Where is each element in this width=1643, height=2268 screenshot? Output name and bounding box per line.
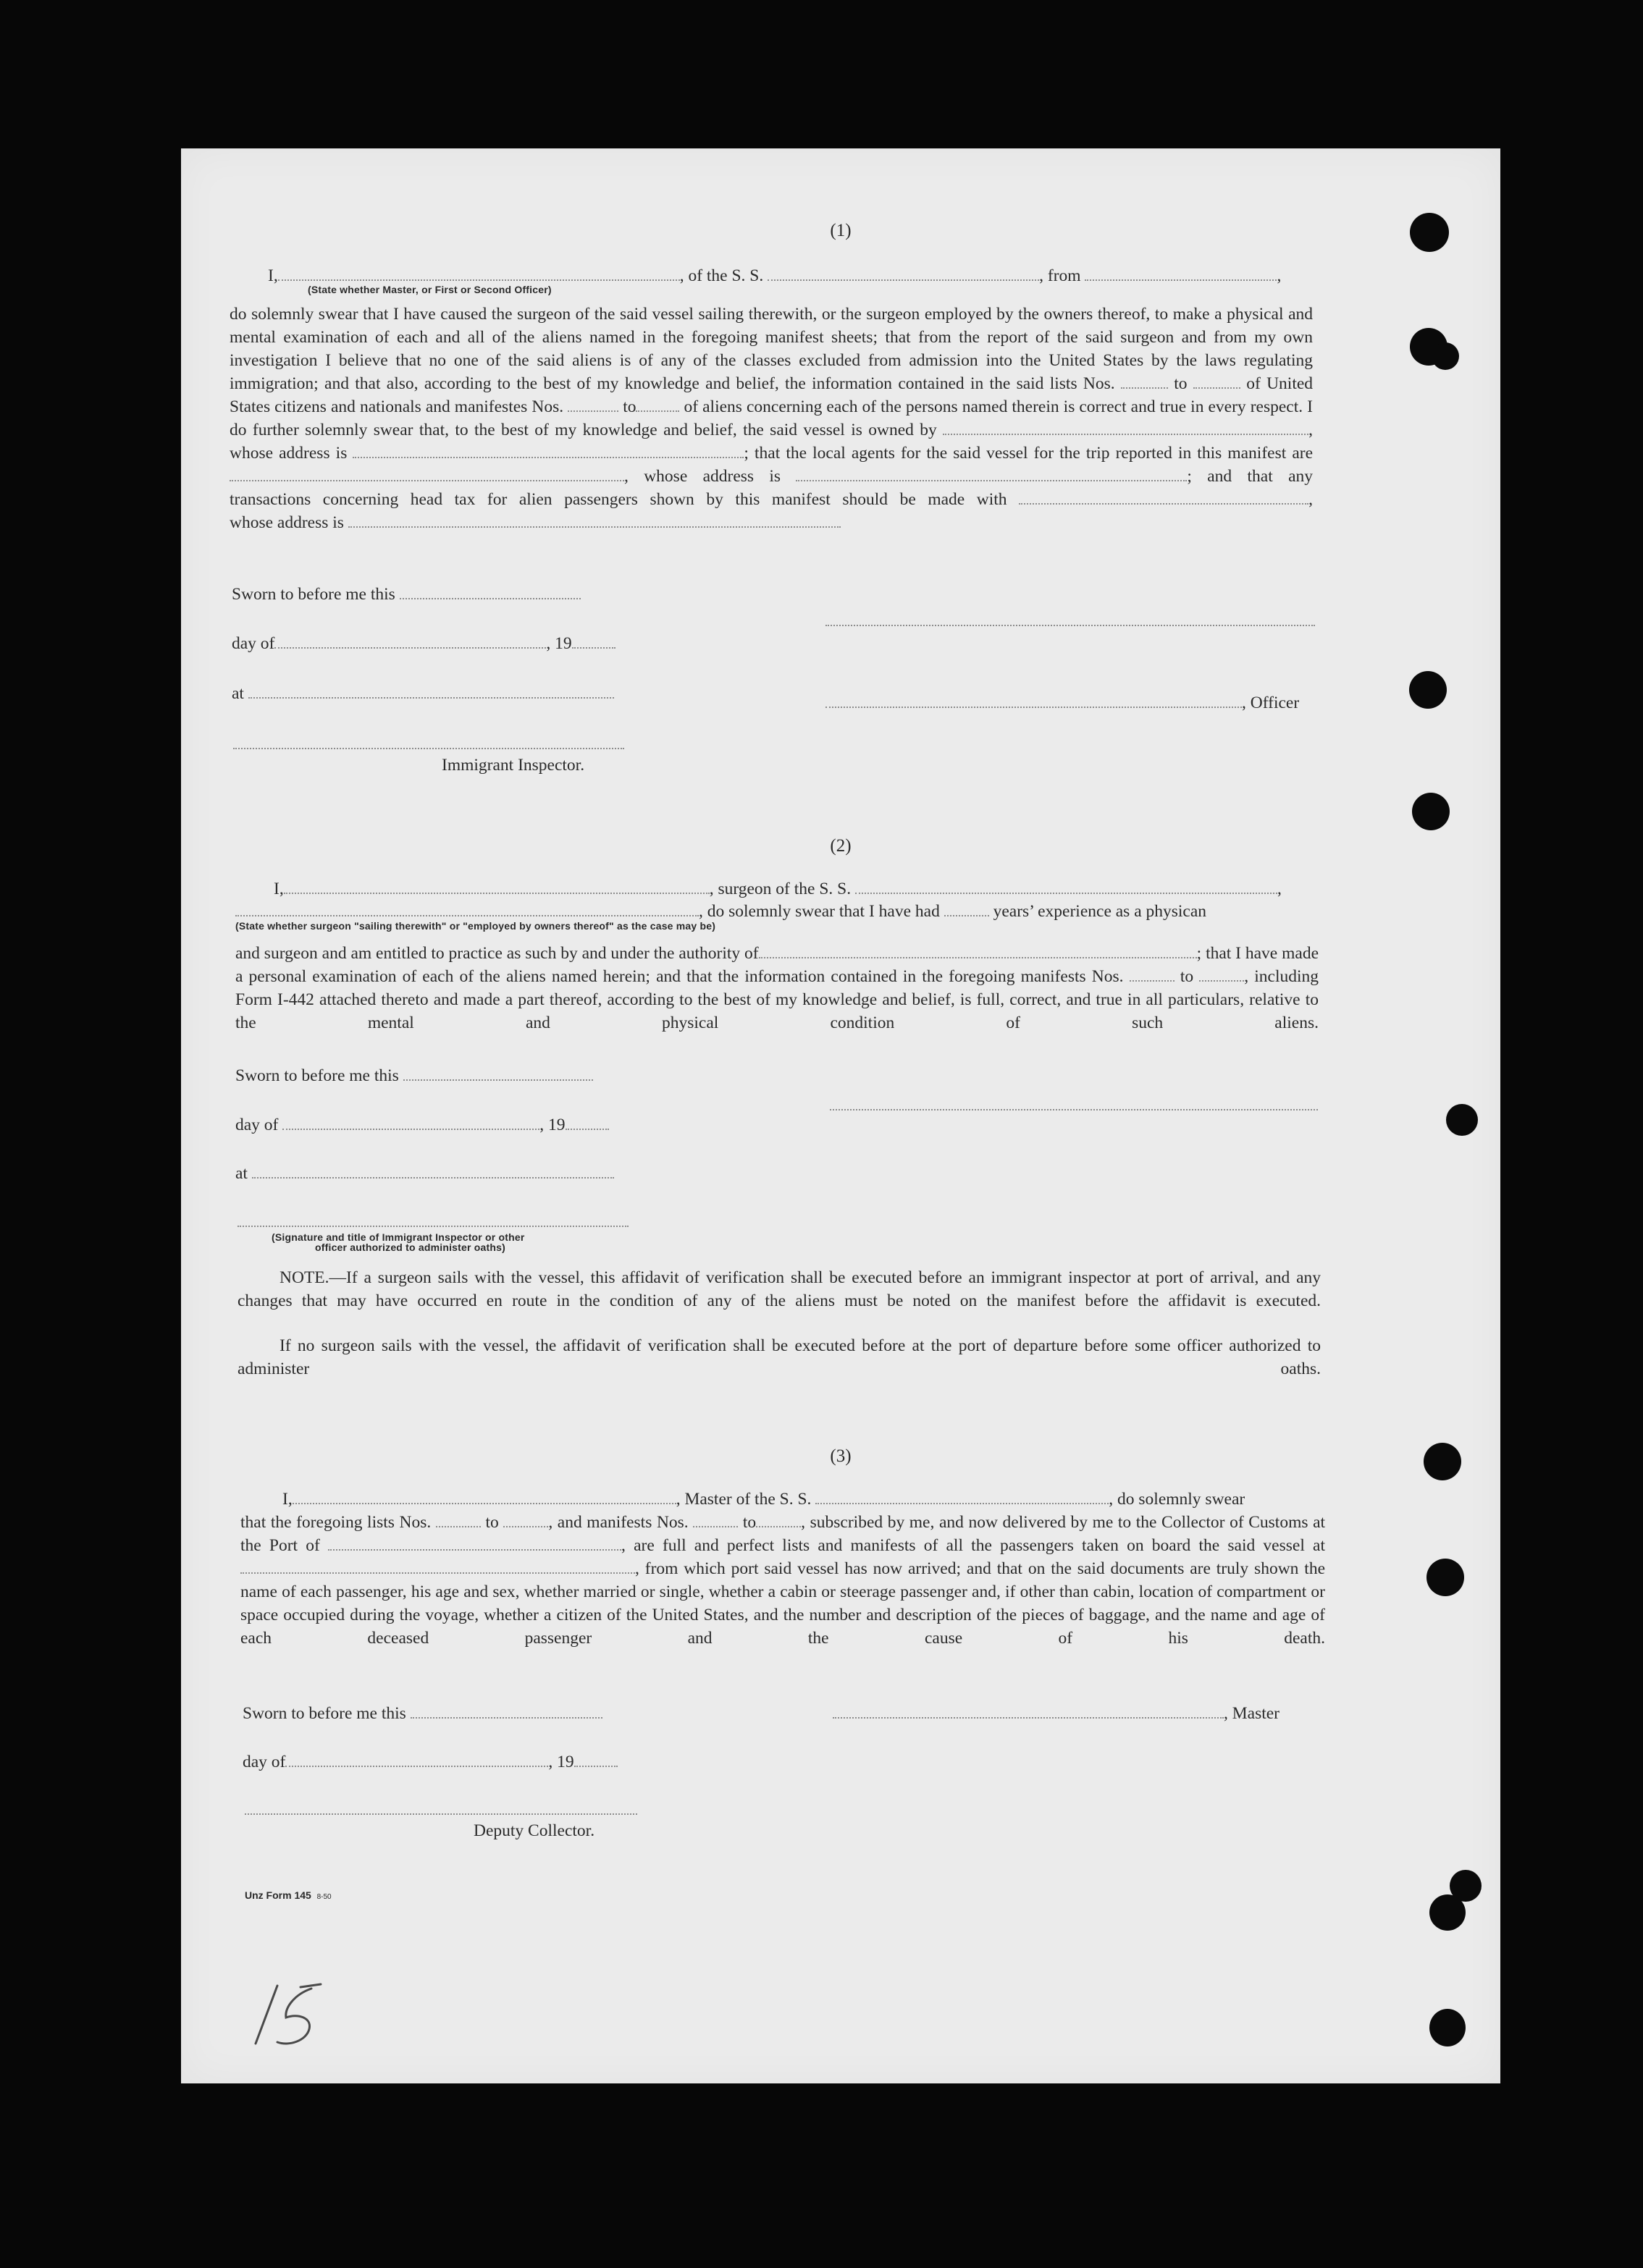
deputy-collector-label: Deputy Collector.: [474, 1821, 595, 1840]
master-signature-line: , Master: [833, 1702, 1279, 1725]
master-signature-field[interactable]: [833, 1716, 1224, 1719]
binder-hole-icon: [1429, 2009, 1466, 2046]
binder-hole-icon: [1426, 1559, 1464, 1596]
section-1-number: (1): [830, 221, 852, 240]
section-2-number: (2): [830, 836, 852, 856]
agents-address-field[interactable]: [796, 479, 1187, 481]
officer-note: (State whether Master, or First or Second Officer): [308, 284, 552, 295]
binder-hole-icon: [1424, 1443, 1461, 1480]
list-no-from-field[interactable]: [1121, 387, 1168, 389]
binder-hole-icon: [1429, 1894, 1466, 1931]
year-field-3[interactable]: [574, 1765, 618, 1767]
section-3-paragraph: that the foregoing lists Nos. to , and manifests Nos. to , subscribed by me, and now delivered by me to the Collector of Customs at the Port of , are full and perfect lists and manifests of all the passengers taken on board the said vessel at , from which port said vessel has now arrived; and that on the said documents are truly shown the name of each passenger, his age and sex, whether married or single, whether a cabin or steerage passenger and, if other than cabin, location of compartment or space occupied during the voyage, whether a citizen of the United States, and the number and description of the pieces of baggage, and the name and age of each deceased passenger and the cause of his death.: [240, 1513, 1326, 1648]
at-line-1: at: [232, 682, 614, 705]
vessel-owner-field[interactable]: [943, 433, 1308, 435]
port-of-arrival-field[interactable]: [328, 1548, 621, 1551]
section-1-paragraph: do solemnly swear that I have caused the surgeon of the said vessel sailing therewith, or the surgeon employed by the owners thereof, to make a physical and mental examination of each and all of the aliens named in the foregoing manifest sheets; that from the report of the said surgeon and from my own investigation I believe that no one of the said aliens is of any of the classes excluded from admission into the United States by the laws regulating immigration; and that also, according to the best of my knowledge and belief, the information contained in the said lists Nos. to of United States citizens and nationals and manifestes Nos. to of aliens concerning each of the persons named therein is correct and true in every respect. I do further solemnly swear that, to the best of my knowledge and belief, the said vessel is owned by , whose address is ; that the local agents for the said vessel for the trip reported in this manifest are , whose address is ; and that any transactions concerning head tax for alien passengers shown by this manifest should be made with , whose address is: [230, 305, 1314, 532]
surgeon-line-2: , do solemnly swear that I have had years’ experience as a physican: [235, 900, 1206, 923]
inspector-signature-line-2[interactable]: [238, 1226, 629, 1227]
surgeon-manifest-to-field[interactable]: [1199, 979, 1244, 982]
port-of-departure-field[interactable]: [240, 1572, 635, 1574]
day-line-1: day of , 19: [232, 632, 615, 655]
manifest-no-to-field[interactable]: [636, 410, 679, 412]
signature-note-1: (Signature and title of Immigrant Inspector or other: [272, 1231, 525, 1243]
manifest-no-from-field[interactable]: [568, 410, 618, 412]
at-place-field-2[interactable]: [252, 1176, 614, 1179]
section-3-number: (3): [830, 1446, 852, 1466]
binder-hole-icon: [1409, 671, 1447, 709]
surgeon-note: (State whether surgeon "sailing therewith" or "employed by owners thereof" as the case may be): [235, 920, 716, 932]
officer-signature-field[interactable]: [825, 706, 1242, 708]
surgeon-signature-line[interactable]: [830, 1109, 1318, 1110]
head-tax-contact-field[interactable]: [1019, 502, 1308, 505]
year-field-1[interactable]: [572, 646, 615, 649]
surgeon-name-field[interactable]: [284, 892, 710, 894]
sworn-line-2: Sworn to before me this: [235, 1064, 593, 1087]
master-list-to-field[interactable]: [503, 1525, 548, 1527]
authority-field[interactable]: [759, 956, 1197, 958]
handwritten-mark-icon: [243, 1980, 337, 2052]
master-line-1: I, , Master of the S. S. , do solemnly swear: [282, 1490, 1245, 1509]
day-line-2: day of , 19: [235, 1113, 609, 1137]
immigrant-inspector-label: Immigrant Inspector.: [442, 756, 585, 775]
surgeon-manifest-from-field[interactable]: [1130, 979, 1175, 982]
binder-hole-icon: [1410, 213, 1449, 252]
sworn-date-field-1[interactable]: [400, 597, 581, 599]
affidavit-form-page: [181, 148, 1500, 2083]
binder-hole-icon: [1446, 1104, 1478, 1136]
head-tax-address-field[interactable]: [348, 526, 841, 528]
binder-hole-icon: [1432, 342, 1459, 370]
day-field-2[interactable]: [282, 1128, 539, 1130]
surgeon-line-1: I, , surgeon of the S. S. ,: [274, 880, 1282, 898]
year-field-2[interactable]: [566, 1128, 609, 1130]
signature-note-2: officer authorized to administer oaths): [315, 1242, 505, 1253]
departure-port-field[interactable]: [1085, 279, 1277, 281]
signature-line-1[interactable]: [825, 625, 1315, 626]
local-agents-field[interactable]: [230, 479, 624, 481]
surgeon-status-field[interactable]: [235, 914, 699, 916]
at-line-2: at: [235, 1162, 614, 1185]
note-paragraph-2: If no surgeon sails with the vessel, the affidavit of verification shall be executed before at the port of departure before some officer authorized to administer oaths.: [238, 1336, 1321, 1378]
master-manifest-from-field[interactable]: [693, 1525, 738, 1527]
owner-address-field[interactable]: [353, 456, 744, 458]
day-field-3[interactable]: [285, 1765, 548, 1767]
sworn-line-1: Sworn to before me this: [232, 583, 581, 606]
vessel-name-field[interactable]: [768, 279, 1039, 281]
surgeon-vessel-field[interactable]: [855, 892, 1277, 894]
master-name-field[interactable]: [293, 1502, 676, 1504]
section-2-paragraph: and surgeon and am entitled to practice as such by and under the authority of ; that I have made a personal examination of each of the aliens named herein; and that the information contained in the foregoing manifests Nos. to , including Form I-442 attached thereto and made a part thereof, according to the best of my knowledge and belief, is full, correct, and true in all particulars, relative to the mental and physical condition of such aliens.: [235, 944, 1319, 1032]
master-vessel-field[interactable]: [815, 1502, 1109, 1504]
inspector-signature-line-1[interactable]: [233, 748, 624, 749]
years-experience-field[interactable]: [944, 914, 989, 916]
note-paragraph-1: NOTE.—If a surgeon sails with the vessel, this affidavit of verification shall be executed before an immigrant inspector at port of arrival, and any changes that may have occurred en route in the condition of any of the aliens must be noted on the manifest before the affidavit is executed.: [238, 1268, 1321, 1310]
form-number: Unz Form 145 8-50: [245, 1889, 332, 1901]
binder-hole-icon: [1412, 793, 1450, 830]
officer-name-field[interactable]: [278, 279, 680, 281]
sworn-date-field-3[interactable]: [411, 1716, 602, 1719]
sworn-date-field-2[interactable]: [403, 1079, 593, 1081]
day-line-3: day of , 19: [243, 1750, 618, 1774]
list-no-to-field[interactable]: [1193, 387, 1240, 389]
day-field-1[interactable]: [274, 646, 546, 649]
master-manifest-to-field[interactable]: [756, 1525, 801, 1527]
officer-signature-line: , Officer: [825, 691, 1299, 714]
sworn-line-3: Sworn to before me this: [243, 1702, 602, 1725]
collector-signature-line[interactable]: [245, 1813, 637, 1815]
section-1-oath-line: I, , of the S. S. , from ,: [268, 266, 1282, 285]
at-place-field-1[interactable]: [248, 696, 614, 699]
master-list-from-field[interactable]: [436, 1525, 481, 1527]
